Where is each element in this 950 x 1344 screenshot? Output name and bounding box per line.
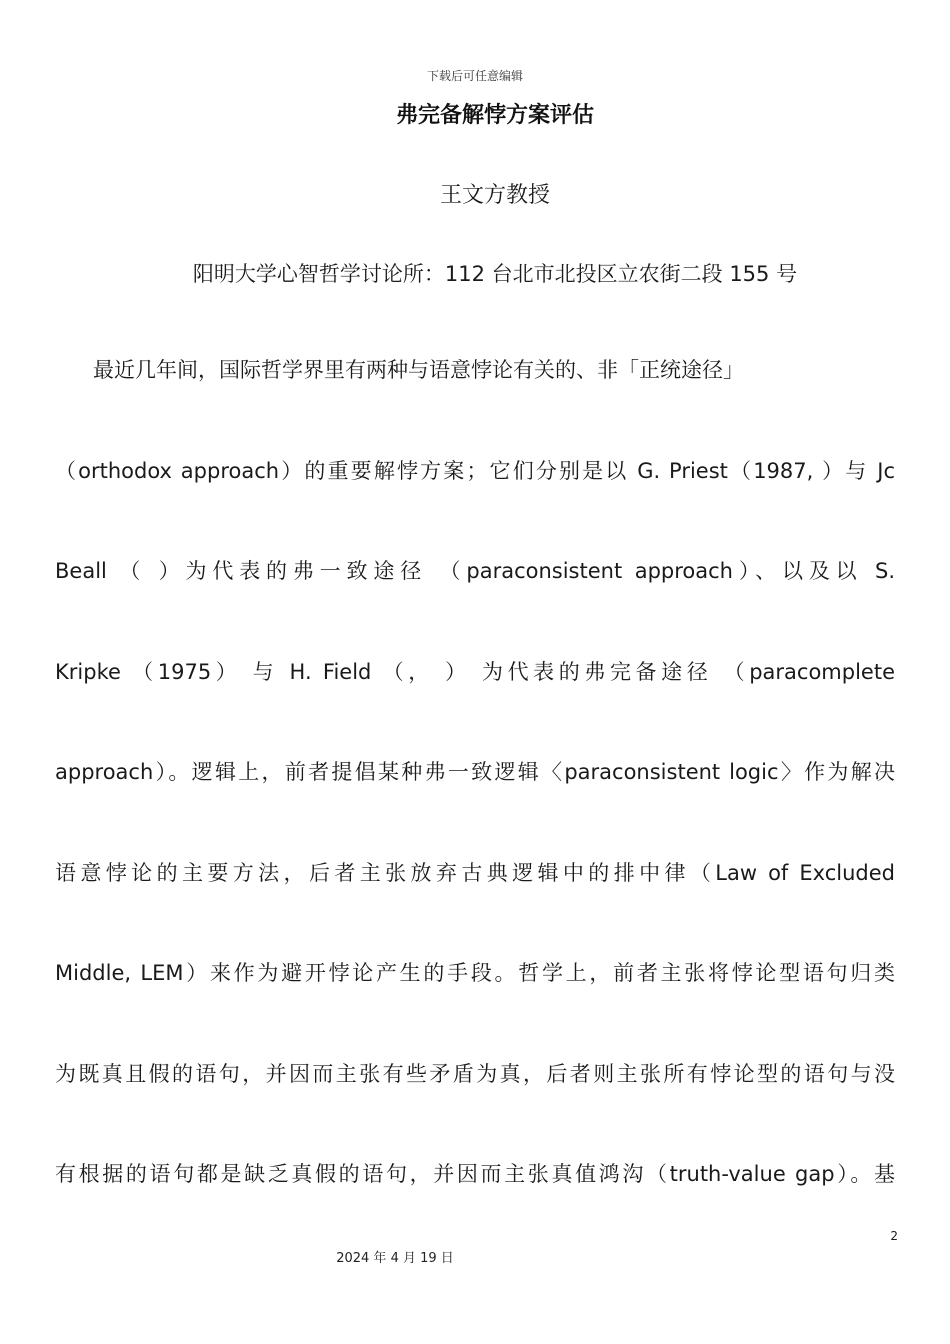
document-affiliation: 阳明大学心智哲学讨论所：112 台北市北投区立农街二段 155 号 [192, 262, 798, 286]
page-number: 2 [890, 1229, 898, 1243]
document-title: 弗完备解悖方案评估 [395, 103, 594, 128]
paragraph-line: Kripke （1975） 与 H. Field （， ） 为代表的弗完备途径 （paracomplete [55, 659, 895, 684]
paragraph-line: 有根据的语句都是缺乏真假的语句，并因而主张真值鸿沟（truth-value gap）。基 [55, 1162, 895, 1186]
paragraph-line: 语意悖论的主要方法，后者主张放弃古典逻辑中的排中律（Law of Excluded [55, 860, 895, 885]
paragraph-line: （orthodox approach）的重要解悖方案；它们分别是以 G. Priest（1987, ）与 Jc [55, 458, 895, 483]
paragraph-line: 最近几年间，国际哲学界里有两种与语意悖论有关的、非「正统途径」 [93, 358, 744, 382]
header-note: 下载后可任意编辑 [426, 69, 523, 83]
document-author: 王文方教授 [439, 183, 550, 208]
body-paragraph [55, 348, 895, 1253]
paragraph-line: Middle, LEM）来作为避开悖论产生的手段。哲学上，前者主张将悖论型语句归类 [55, 961, 895, 985]
paragraph-line: 为既真且假的语句，并因而主张有些矛盾为真，后者则主张所有悖论型的语句与没 [55, 1061, 895, 1086]
paragraph-line: approach）。逻辑上，前者提倡某种弗一致逻辑〈paraconsistent logic〉作为解决 [55, 760, 895, 784]
paragraph-line: Beall （ ）为代表的弗一致途径 （paraconsistent approach）、以及以 S. [55, 559, 895, 583]
footer-date: 2024 年 4 月 19 日 [336, 1251, 454, 1266]
